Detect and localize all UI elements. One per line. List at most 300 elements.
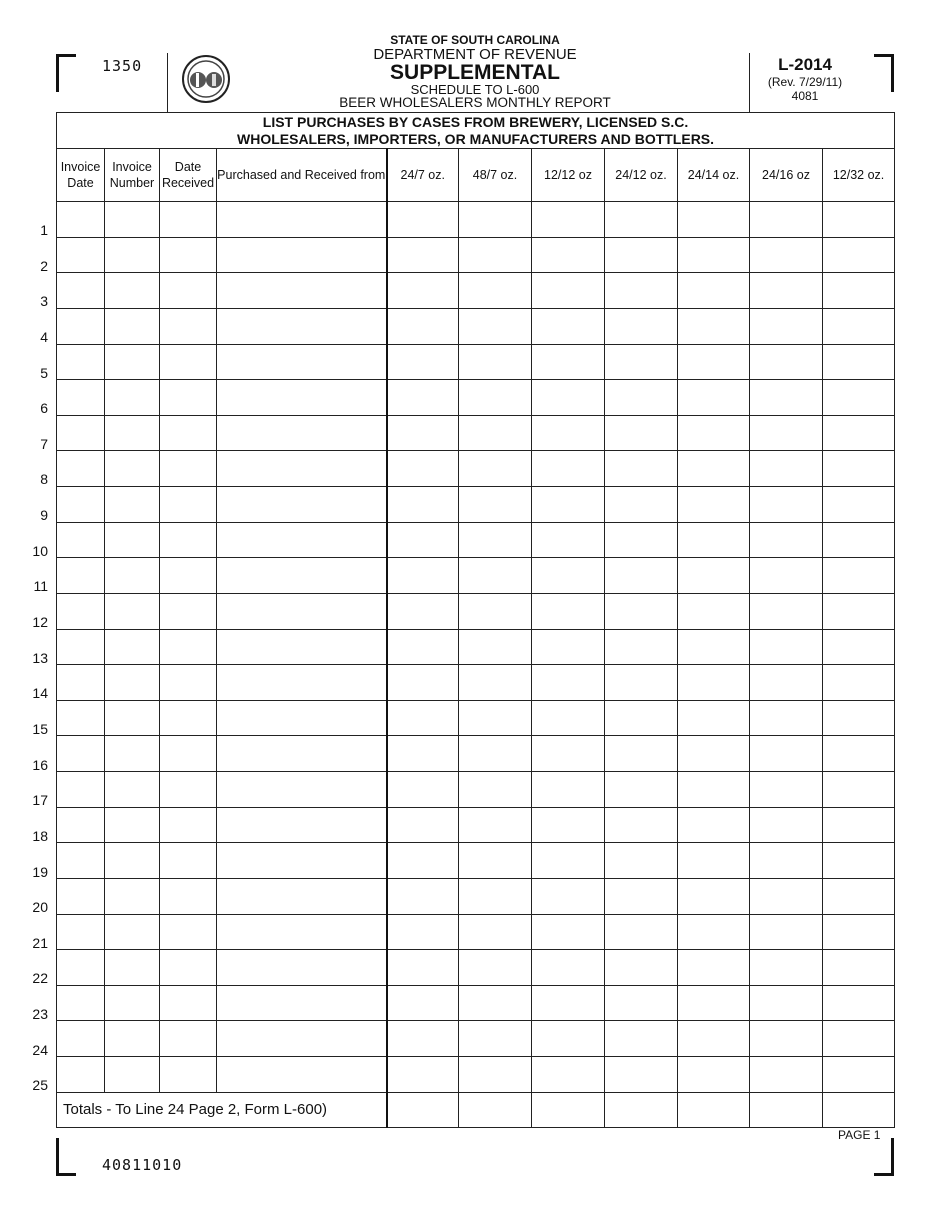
entry-cell[interactable] bbox=[105, 736, 160, 772]
entry-cell[interactable] bbox=[750, 202, 823, 238]
entry-cell[interactable] bbox=[105, 1057, 160, 1093]
total-cell[interactable] bbox=[678, 1092, 750, 1128]
entry-cell[interactable] bbox=[387, 1021, 459, 1057]
entry-cell[interactable] bbox=[678, 237, 750, 273]
entry-cell[interactable] bbox=[160, 950, 217, 986]
entry-cell[interactable] bbox=[459, 522, 532, 558]
entry-cell[interactable] bbox=[823, 950, 895, 986]
entry-cell[interactable] bbox=[217, 950, 387, 986]
schedule-label: SCHEDULE TO L-600 bbox=[410, 82, 540, 97]
entry-cell[interactable] bbox=[217, 878, 387, 914]
entry-cell[interactable] bbox=[387, 700, 459, 736]
entry-cell[interactable] bbox=[160, 772, 217, 808]
entry-cell[interactable] bbox=[57, 344, 105, 380]
form-title: SUPPLEMENTAL bbox=[390, 61, 560, 84]
entry-cell[interactable] bbox=[459, 985, 532, 1021]
entry-cell[interactable] bbox=[459, 593, 532, 629]
entry-cell[interactable] bbox=[605, 807, 678, 843]
entry-cell[interactable] bbox=[217, 1021, 387, 1057]
table-row bbox=[57, 308, 895, 344]
entry-cell[interactable] bbox=[750, 487, 823, 523]
total-cell[interactable] bbox=[750, 1092, 823, 1128]
entry-cell[interactable] bbox=[387, 344, 459, 380]
form-id: 4081 bbox=[791, 89, 819, 103]
entry-cell[interactable] bbox=[57, 415, 105, 451]
entry-cell[interactable] bbox=[532, 522, 605, 558]
entry-cell[interactable] bbox=[750, 772, 823, 808]
entry-cell[interactable] bbox=[605, 700, 678, 736]
entry-cell[interactable] bbox=[750, 308, 823, 344]
entry-cell[interactable] bbox=[678, 736, 750, 772]
entry-cell[interactable] bbox=[459, 843, 532, 879]
entry-cell[interactable] bbox=[105, 487, 160, 523]
divider bbox=[167, 53, 168, 112]
entry-cell[interactable] bbox=[217, 522, 387, 558]
entry-cell[interactable] bbox=[105, 878, 160, 914]
entry-cell[interactable] bbox=[605, 1021, 678, 1057]
entry-cell[interactable] bbox=[532, 1057, 605, 1093]
entry-cell[interactable] bbox=[823, 558, 895, 594]
entry-cell[interactable] bbox=[678, 522, 750, 558]
entry-cell[interactable] bbox=[387, 950, 459, 986]
entry-cell[interactable] bbox=[678, 878, 750, 914]
entry-cell[interactable] bbox=[217, 629, 387, 665]
entry-cell[interactable] bbox=[57, 700, 105, 736]
entry-cell[interactable] bbox=[387, 593, 459, 629]
entry-cell[interactable] bbox=[532, 700, 605, 736]
entry-cell[interactable] bbox=[105, 202, 160, 238]
table-row bbox=[57, 807, 895, 843]
entry-cell[interactable] bbox=[750, 273, 823, 309]
entry-cell[interactable] bbox=[387, 1057, 459, 1093]
entry-cell[interactable] bbox=[678, 914, 750, 950]
entry-cell[interactable] bbox=[57, 380, 105, 416]
entry-cell[interactable] bbox=[160, 487, 217, 523]
entry-cell[interactable] bbox=[387, 665, 459, 701]
entry-cell[interactable] bbox=[678, 700, 750, 736]
entry-cell[interactable] bbox=[105, 237, 160, 273]
entry-cell[interactable] bbox=[823, 914, 895, 950]
entry-cell[interactable] bbox=[605, 202, 678, 238]
entry-cell[interactable] bbox=[459, 344, 532, 380]
entry-cell[interactable] bbox=[387, 415, 459, 451]
entry-cell[interactable] bbox=[459, 807, 532, 843]
entry-cell[interactable] bbox=[459, 202, 532, 238]
entry-cell[interactable] bbox=[605, 237, 678, 273]
entry-cell[interactable] bbox=[605, 1057, 678, 1093]
entry-cell[interactable] bbox=[823, 878, 895, 914]
entry-cell[interactable] bbox=[57, 985, 105, 1021]
entry-cell[interactable] bbox=[387, 273, 459, 309]
entry-cell[interactable] bbox=[387, 522, 459, 558]
entry-cell[interactable] bbox=[160, 736, 217, 772]
entry-cell[interactable] bbox=[160, 985, 217, 1021]
entry-cell[interactable] bbox=[217, 985, 387, 1021]
entry-cell[interactable] bbox=[823, 344, 895, 380]
entry-cell[interactable] bbox=[532, 772, 605, 808]
entry-cell[interactable] bbox=[217, 736, 387, 772]
entry-cell[interactable] bbox=[160, 1057, 217, 1093]
entry-cell[interactable] bbox=[160, 629, 217, 665]
entry-cell[interactable] bbox=[750, 593, 823, 629]
entry-cell[interactable] bbox=[605, 308, 678, 344]
entry-cell[interactable] bbox=[678, 415, 750, 451]
entry-cell[interactable] bbox=[160, 914, 217, 950]
entry-cell[interactable] bbox=[459, 629, 532, 665]
entry-cell[interactable] bbox=[605, 629, 678, 665]
entry-cell[interactable] bbox=[160, 415, 217, 451]
entry-cell[interactable] bbox=[532, 736, 605, 772]
entry-cell[interactable] bbox=[57, 202, 105, 238]
entry-cell[interactable] bbox=[678, 985, 750, 1021]
entry-cell[interactable] bbox=[57, 629, 105, 665]
entry-cell[interactable] bbox=[678, 629, 750, 665]
entry-cell[interactable] bbox=[217, 487, 387, 523]
entry-cell[interactable] bbox=[160, 522, 217, 558]
table-row bbox=[57, 914, 895, 950]
entry-cell[interactable] bbox=[750, 522, 823, 558]
entry-cell[interactable] bbox=[605, 380, 678, 416]
entry-cell[interactable] bbox=[160, 558, 217, 594]
entry-cell[interactable] bbox=[750, 807, 823, 843]
entry-cell[interactable] bbox=[105, 843, 160, 879]
entry-cell[interactable] bbox=[459, 878, 532, 914]
entry-cell[interactable] bbox=[532, 558, 605, 594]
entry-cell[interactable] bbox=[57, 273, 105, 309]
entry-cell[interactable] bbox=[823, 1021, 895, 1057]
entry-cell[interactable] bbox=[678, 1021, 750, 1057]
entry-cell[interactable] bbox=[532, 665, 605, 701]
entry-cell[interactable] bbox=[459, 914, 532, 950]
entry-cell[interactable] bbox=[160, 380, 217, 416]
entry-cell[interactable] bbox=[160, 202, 217, 238]
entry-cell[interactable] bbox=[678, 308, 750, 344]
entry-cell[interactable] bbox=[823, 736, 895, 772]
entry-cell[interactable] bbox=[605, 985, 678, 1021]
entry-cell[interactable] bbox=[532, 415, 605, 451]
entry-cell[interactable] bbox=[678, 950, 750, 986]
entry-cell[interactable] bbox=[217, 273, 387, 309]
entry-cell[interactable] bbox=[57, 772, 105, 808]
entry-cell[interactable] bbox=[823, 380, 895, 416]
entry-cell[interactable] bbox=[532, 202, 605, 238]
entry-cell[interactable] bbox=[387, 914, 459, 950]
entry-cell[interactable] bbox=[750, 1021, 823, 1057]
entry-cell[interactable] bbox=[823, 522, 895, 558]
entry-cell[interactable] bbox=[387, 807, 459, 843]
entry-cell[interactable] bbox=[160, 878, 217, 914]
entry-cell[interactable] bbox=[57, 522, 105, 558]
entry-cell[interactable] bbox=[459, 558, 532, 594]
entry-cell[interactable] bbox=[532, 629, 605, 665]
entry-cell[interactable] bbox=[105, 344, 160, 380]
entry-cell[interactable] bbox=[105, 380, 160, 416]
entry-cell[interactable] bbox=[217, 843, 387, 879]
entry-cell[interactable] bbox=[750, 914, 823, 950]
entry-cell[interactable] bbox=[605, 914, 678, 950]
entry-cell[interactable] bbox=[105, 415, 160, 451]
entry-cell[interactable] bbox=[532, 344, 605, 380]
entry-cell[interactable] bbox=[532, 593, 605, 629]
entry-cell[interactable] bbox=[217, 593, 387, 629]
entry-cell[interactable] bbox=[605, 522, 678, 558]
entry-cell[interactable] bbox=[750, 344, 823, 380]
entry-cell[interactable] bbox=[605, 344, 678, 380]
entry-cell[interactable] bbox=[459, 451, 532, 487]
entry-cell[interactable] bbox=[750, 878, 823, 914]
entry-cell[interactable] bbox=[105, 558, 160, 594]
entry-cell[interactable] bbox=[823, 202, 895, 238]
entry-cell[interactable] bbox=[532, 380, 605, 416]
entry-cell[interactable] bbox=[750, 451, 823, 487]
entry-cell[interactable] bbox=[105, 451, 160, 487]
entry-cell[interactable] bbox=[750, 237, 823, 273]
entry-cell[interactable] bbox=[160, 344, 217, 380]
entry-cell[interactable] bbox=[605, 772, 678, 808]
entry-cell[interactable] bbox=[750, 700, 823, 736]
entry-cell[interactable] bbox=[459, 273, 532, 309]
entry-cell[interactable] bbox=[387, 451, 459, 487]
entry-cell[interactable] bbox=[750, 1057, 823, 1093]
entry-cell[interactable] bbox=[459, 1057, 532, 1093]
entry-cell[interactable] bbox=[750, 629, 823, 665]
entry-cell[interactable] bbox=[217, 451, 387, 487]
entry-cell[interactable] bbox=[387, 985, 459, 1021]
entry-cell[interactable] bbox=[160, 273, 217, 309]
entry-cell[interactable] bbox=[678, 487, 750, 523]
entry-cell[interactable] bbox=[678, 843, 750, 879]
entry-cell[interactable] bbox=[532, 914, 605, 950]
entry-cell[interactable] bbox=[57, 807, 105, 843]
entry-cell[interactable] bbox=[387, 308, 459, 344]
registration-mark-bottom-left bbox=[56, 1138, 76, 1176]
entry-cell[interactable] bbox=[532, 1021, 605, 1057]
total-cell[interactable] bbox=[605, 1092, 678, 1128]
table-row bbox=[57, 985, 895, 1021]
entry-cell[interactable] bbox=[459, 308, 532, 344]
entry-cell[interactable] bbox=[105, 273, 160, 309]
entry-cell[interactable] bbox=[823, 843, 895, 879]
entry-cell[interactable] bbox=[160, 807, 217, 843]
entry-cell[interactable] bbox=[605, 415, 678, 451]
entry-cell[interactable] bbox=[217, 700, 387, 736]
entry-cell[interactable] bbox=[387, 736, 459, 772]
entry-cell[interactable] bbox=[105, 700, 160, 736]
row-number: 22 bbox=[32, 970, 48, 987]
entry-cell[interactable] bbox=[160, 843, 217, 879]
entry-cell[interactable] bbox=[823, 415, 895, 451]
entry-cell[interactable] bbox=[105, 629, 160, 665]
entry-cell[interactable] bbox=[823, 985, 895, 1021]
entry-cell[interactable] bbox=[605, 736, 678, 772]
entry-cell[interactable] bbox=[459, 736, 532, 772]
entry-cell[interactable] bbox=[532, 985, 605, 1021]
entry-cell[interactable] bbox=[217, 202, 387, 238]
entry-cell[interactable] bbox=[678, 665, 750, 701]
entry-cell[interactable] bbox=[823, 451, 895, 487]
entry-cell[interactable] bbox=[823, 237, 895, 273]
entry-cell[interactable] bbox=[105, 593, 160, 629]
entry-cell[interactable] bbox=[57, 237, 105, 273]
entry-cell[interactable] bbox=[605, 665, 678, 701]
entry-cell[interactable] bbox=[605, 843, 678, 879]
entry-cell[interactable] bbox=[459, 772, 532, 808]
entry-cell[interactable] bbox=[823, 273, 895, 309]
entry-cell[interactable] bbox=[532, 950, 605, 986]
entry-cell[interactable] bbox=[387, 202, 459, 238]
entry-cell[interactable] bbox=[105, 772, 160, 808]
table-row bbox=[57, 237, 895, 273]
entry-cell[interactable] bbox=[823, 807, 895, 843]
total-cell[interactable] bbox=[823, 1092, 895, 1128]
column-header: Invoice Date bbox=[57, 149, 105, 202]
entry-cell[interactable] bbox=[57, 558, 105, 594]
entry-cell[interactable] bbox=[387, 843, 459, 879]
row-number: 18 bbox=[32, 827, 48, 844]
entry-cell[interactable] bbox=[105, 522, 160, 558]
entry-cell[interactable] bbox=[105, 1021, 160, 1057]
entry-cell[interactable] bbox=[605, 487, 678, 523]
row-number: 12 bbox=[32, 614, 48, 631]
entry-cell[interactable] bbox=[57, 1057, 105, 1093]
entry-cell[interactable] bbox=[387, 380, 459, 416]
entry-cell[interactable] bbox=[532, 237, 605, 273]
entry-cell[interactable] bbox=[823, 665, 895, 701]
total-cell[interactable] bbox=[387, 1092, 459, 1128]
entry-cell[interactable] bbox=[532, 308, 605, 344]
entry-cell[interactable] bbox=[532, 878, 605, 914]
entry-cell[interactable] bbox=[823, 772, 895, 808]
entry-cell[interactable] bbox=[387, 629, 459, 665]
entry-cell[interactable] bbox=[605, 593, 678, 629]
entry-cell[interactable] bbox=[532, 487, 605, 523]
entry-cell[interactable] bbox=[160, 593, 217, 629]
entry-cell[interactable] bbox=[217, 914, 387, 950]
entry-cell[interactable] bbox=[823, 308, 895, 344]
entry-cell[interactable] bbox=[160, 237, 217, 273]
entry-cell[interactable] bbox=[387, 558, 459, 594]
row-number: 19 bbox=[32, 863, 48, 880]
entry-cell[interactable] bbox=[459, 415, 532, 451]
entry-cell[interactable] bbox=[105, 985, 160, 1021]
entry-cell[interactable] bbox=[57, 308, 105, 344]
entry-cell[interactable] bbox=[57, 736, 105, 772]
column-header: Invoice Number bbox=[105, 149, 160, 202]
entry-cell[interactable] bbox=[823, 1057, 895, 1093]
entry-cell[interactable] bbox=[678, 772, 750, 808]
column-header: 12/32 oz. bbox=[823, 149, 895, 202]
entry-cell[interactable] bbox=[532, 807, 605, 843]
entry-cell[interactable] bbox=[160, 308, 217, 344]
entry-cell[interactable] bbox=[217, 772, 387, 808]
entry-cell[interactable] bbox=[217, 237, 387, 273]
entry-cell[interactable] bbox=[678, 344, 750, 380]
entry-cell[interactable] bbox=[57, 843, 105, 879]
entry-cell[interactable] bbox=[387, 878, 459, 914]
entry-cell[interactable] bbox=[459, 665, 532, 701]
entry-cell[interactable] bbox=[459, 950, 532, 986]
entry-cell[interactable] bbox=[750, 415, 823, 451]
entry-cell[interactable] bbox=[605, 558, 678, 594]
entry-cell[interactable] bbox=[105, 807, 160, 843]
entry-cell[interactable] bbox=[57, 451, 105, 487]
entry-cell[interactable] bbox=[605, 451, 678, 487]
entry-cell[interactable] bbox=[750, 950, 823, 986]
entry-cell[interactable] bbox=[823, 593, 895, 629]
entry-cell[interactable] bbox=[217, 308, 387, 344]
entry-cell[interactable] bbox=[823, 487, 895, 523]
entry-cell[interactable] bbox=[57, 914, 105, 950]
entry-cell[interactable] bbox=[57, 878, 105, 914]
entry-cell[interactable] bbox=[678, 1057, 750, 1093]
total-cell[interactable] bbox=[459, 1092, 532, 1128]
entry-cell[interactable] bbox=[750, 736, 823, 772]
entry-cell[interactable] bbox=[459, 700, 532, 736]
entry-cell[interactable] bbox=[217, 415, 387, 451]
entry-cell[interactable] bbox=[105, 308, 160, 344]
entry-cell[interactable] bbox=[160, 451, 217, 487]
entry-cell[interactable] bbox=[387, 772, 459, 808]
entry-cell[interactable] bbox=[750, 985, 823, 1021]
entry-cell[interactable] bbox=[532, 451, 605, 487]
entry-cell[interactable] bbox=[105, 665, 160, 701]
entry-cell[interactable] bbox=[605, 950, 678, 986]
entry-cell[interactable] bbox=[387, 487, 459, 523]
entry-cell[interactable] bbox=[217, 807, 387, 843]
column-header: 24/16 oz bbox=[750, 149, 823, 202]
entry-cell[interactable] bbox=[678, 451, 750, 487]
entry-cell[interactable] bbox=[750, 380, 823, 416]
entry-cell[interactable] bbox=[823, 629, 895, 665]
entry-cell[interactable] bbox=[387, 237, 459, 273]
entry-cell[interactable] bbox=[678, 558, 750, 594]
entry-cell[interactable] bbox=[532, 843, 605, 879]
entry-cell[interactable] bbox=[217, 558, 387, 594]
entry-cell[interactable] bbox=[160, 665, 217, 701]
entry-cell[interactable] bbox=[105, 950, 160, 986]
entry-cell[interactable] bbox=[750, 665, 823, 701]
entry-cell[interactable] bbox=[57, 487, 105, 523]
entry-cell[interactable] bbox=[678, 380, 750, 416]
entry-cell[interactable] bbox=[678, 202, 750, 238]
entry-cell[interactable] bbox=[459, 487, 532, 523]
entry-cell[interactable] bbox=[217, 1057, 387, 1093]
entry-cell[interactable] bbox=[823, 700, 895, 736]
entry-cell[interactable] bbox=[57, 1021, 105, 1057]
entry-cell[interactable] bbox=[750, 558, 823, 594]
entry-cell[interactable] bbox=[678, 273, 750, 309]
entry-cell[interactable] bbox=[678, 807, 750, 843]
entry-cell[interactable] bbox=[459, 237, 532, 273]
entry-cell[interactable] bbox=[105, 914, 160, 950]
total-cell[interactable] bbox=[532, 1092, 605, 1128]
entry-cell[interactable] bbox=[57, 950, 105, 986]
entry-cell[interactable] bbox=[217, 380, 387, 416]
entry-cell[interactable] bbox=[750, 843, 823, 879]
entry-cell[interactable] bbox=[160, 1021, 217, 1057]
entry-cell[interactable] bbox=[459, 1021, 532, 1057]
entry-cell[interactable] bbox=[217, 344, 387, 380]
entry-cell[interactable] bbox=[217, 665, 387, 701]
entry-cell[interactable] bbox=[459, 380, 532, 416]
entry-cell[interactable] bbox=[57, 593, 105, 629]
entry-cell[interactable] bbox=[57, 665, 105, 701]
entry-cell[interactable] bbox=[605, 273, 678, 309]
entry-cell[interactable] bbox=[678, 593, 750, 629]
entry-cell[interactable] bbox=[605, 878, 678, 914]
entry-cell[interactable] bbox=[160, 700, 217, 736]
entry-cell[interactable] bbox=[532, 273, 605, 309]
